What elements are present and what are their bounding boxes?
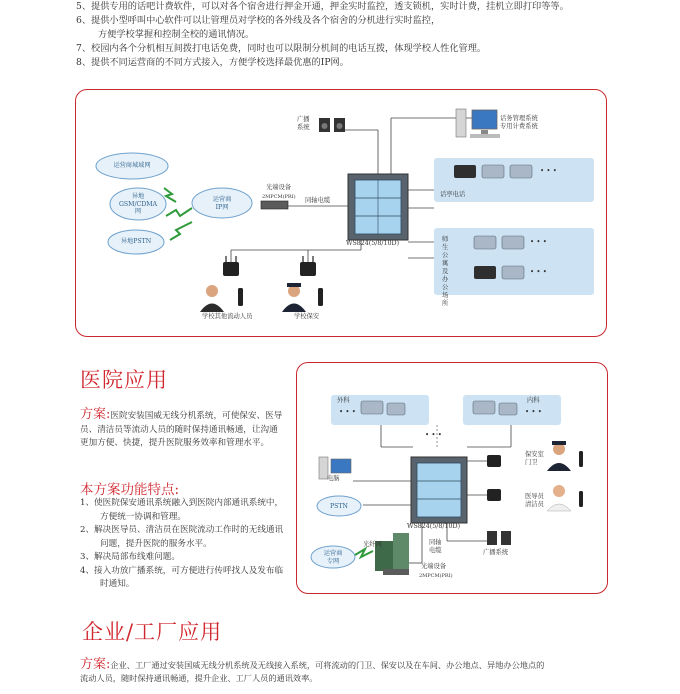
dots: • • • <box>525 408 542 416</box>
coax-label: 同轴 电缆 <box>429 539 442 554</box>
list-item: 4、接入功放广播系统，可方便进行传呼找人及发布临时通知。 <box>80 565 284 589</box>
dots: • • • <box>530 238 547 246</box>
list-item: 5、提供专用的话吧计费软件，可以对各个宿舍进行押金开通，押金实时监控，透支锁机，实时计费，挂机立即打印等等。 <box>76 1 569 12</box>
switch-model-label: WS824(5/8/10D) <box>407 523 461 530</box>
scheme-label: 方案: <box>80 407 111 422</box>
mgmt-system-label: 话务管理系统 专用计费系统 <box>500 115 538 130</box>
scheme-text-line-1: 企业、工厂通过安装国威无线分机系统及无线接入系统，可将流动的门卫、保安以及在车间、办公地点、异地办公地点的 <box>110 660 545 670</box>
optical-device-sub: 2MPCM(PRI) <box>262 194 296 200</box>
top-feature-list <box>76 0 676 70</box>
optical-device-label: 光端设备 <box>421 563 447 570</box>
scheme-text: 医院安装国威无线分机系统，可使保安、医导员、清洁员等流动人员的随时保持通讯畅通，让沟通更加方便、快捷，提升医院服务效率和管理水平。 <box>80 411 283 448</box>
dots: • • • <box>339 408 356 416</box>
person-staff-label: 学校其他流动人员 <box>202 313 253 320</box>
computer-label: 电脑 <box>327 475 340 482</box>
scheme-text-line-2: 流动人员，随时保持通讯畅通，提升企业、工厂人员的通讯效率。 <box>80 673 318 683</box>
cloud-gsm-label: 异地 GSM/CDMA 网 <box>118 193 158 215</box>
hospital-scheme <box>80 408 286 451</box>
dots: • • • <box>540 167 557 175</box>
enterprise-scheme <box>80 658 678 685</box>
hospital-features-list <box>80 497 286 592</box>
list-item: 3、解决局部布线难问题。 <box>80 552 180 562</box>
coax-label: 同轴电缆 <box>305 197 331 204</box>
hospital-title: 医院应用 <box>80 368 168 392</box>
cloud-metro-label: 运营商城域网 <box>113 162 151 169</box>
list-item: 8、提供不同运营商的不同方式接入，方便学校选择最优惠的IP网。 <box>76 57 349 68</box>
optical-device-sub: 2MPCM(PRI) <box>419 573 453 579</box>
broadcast-label: 广播 系统 <box>297 116 310 131</box>
guard-room-label: 保安室 门卫 <box>525 451 544 466</box>
cloud-ip-label: 运营商 IP网 <box>212 196 232 211</box>
list-item: 1、使医院保安通讯系统融入到医院内部通讯系统中，方便统一协调和管理。 <box>80 498 284 522</box>
operator-net-label: 运营商 专网 <box>323 550 343 565</box>
list-item: 6、提供小型呼叫中心软件可以让管理员对学校的各外线及各个宿舍的分机进行实时监控， <box>76 15 441 26</box>
switch-model-label: WS824(5/8/10D) <box>346 240 400 247</box>
optical-device-label: 光端设备 <box>266 184 292 191</box>
hospital-features-title: 本方案功能特点: <box>80 482 180 498</box>
school-diagram-panel <box>75 89 607 337</box>
pstn-label: PSTN <box>330 503 348 510</box>
scheme-label: 方案: <box>80 657 111 672</box>
person-guard-label: 学校保安 <box>294 313 320 320</box>
phone-booth-label: 话亭电话 <box>440 191 466 198</box>
dots: • • • <box>425 431 442 439</box>
guide-cleaner-label: 医导员 清洁员 <box>525 493 544 508</box>
inner-dept-label: 内科 <box>527 397 540 404</box>
fiber-label: 光纤网 <box>363 541 382 548</box>
dots: • • • <box>530 268 547 276</box>
enterprise-title: 企业/工厂应用 <box>82 620 223 644</box>
list-item: 2、解决医导员、清洁员在医院流动工作时的无线通讯问题，提升医院的服务水平。 <box>80 525 284 549</box>
hospital-diagram-panel <box>296 362 608 594</box>
broadcast-label: 广播系统 <box>483 549 509 556</box>
cloud-pstn-label: 异地PSTN <box>120 238 152 245</box>
dorm-office-label: 师生公寓及办公场所 <box>442 236 449 307</box>
list-item: 7、校园内各个分机相互间拨打电话免费，同时也可以限制分机间的电话互拨，体现学校人性化管理。 <box>76 43 487 54</box>
outer-dept-label: 外科 <box>337 397 350 404</box>
list-item: 方便学校掌握和控制全校的通讯情况。 <box>98 29 255 40</box>
